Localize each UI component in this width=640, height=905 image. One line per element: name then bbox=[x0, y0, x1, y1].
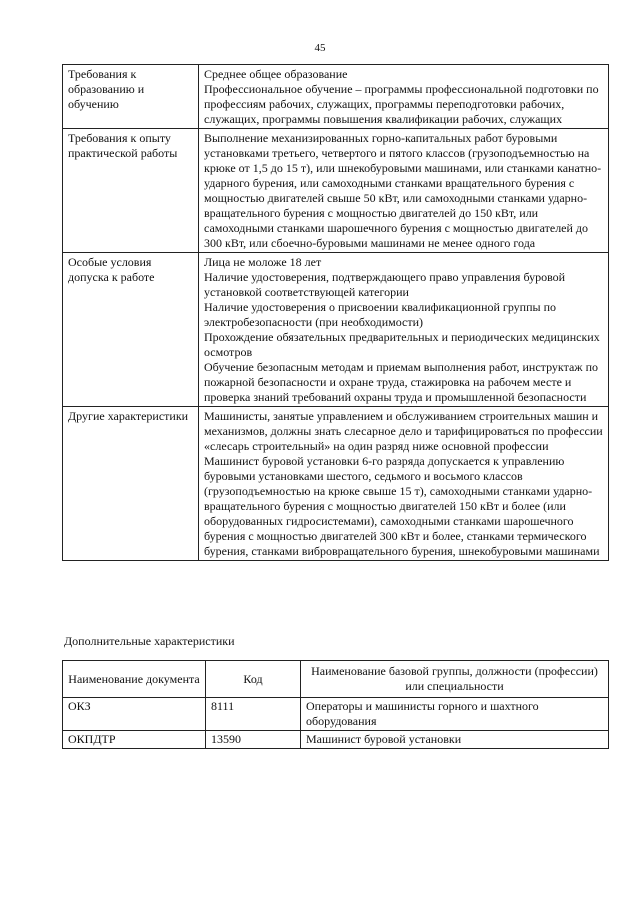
column-header: Код bbox=[206, 661, 301, 698]
content-line: Машинист буровой установки 6-го разряда допускается к управлению буровыми установками шестого, седьмого и восьмого классов (грузоподъемностью на крюке свыше 15 т), самоходными станками ударно-вращательного бурения с мощностью двигателей 150 кВт и более (или оборудованных гидросистемами), самоходными станками шарошечного бурения с мощностью двигателей 300 кВт и более, станками термического бурения, станками вибровращательного бурения, шнекобуровыми машинами bbox=[204, 454, 600, 558]
content-line: Наличие удостоверения о присвоении квалификационной группы по электробезопасности (при необходимости) bbox=[204, 300, 557, 329]
row-label: Другие характеристики bbox=[63, 407, 199, 561]
table-row bbox=[63, 65, 609, 129]
requirements-table bbox=[62, 64, 609, 561]
content-line: Среднее общее образование bbox=[204, 67, 348, 81]
row-content bbox=[199, 407, 609, 561]
content-line: Профессиональное обучение – программы профессиональной подготовки по профессиям рабочих, служащих, программы переподготовки рабочих, служащих, программы повышения квалификации рабочих, служащих bbox=[204, 82, 599, 126]
content-line: Обучение безопасным методам и приемам выполнения работ, инструктаж по пожарной безопасности и охране труда, стажировка на рабочем месте и проверка знаний требований охраны труда и промышленной безопасности bbox=[204, 360, 599, 404]
row-label: Особые условия допуска к работе bbox=[63, 253, 199, 407]
row-content bbox=[199, 129, 609, 253]
extra-characteristics-table bbox=[62, 660, 609, 749]
row-label: Требования к опыту практической работы bbox=[63, 129, 199, 253]
table-row bbox=[63, 731, 609, 749]
table-cell: Операторы и машинисты горного и шахтного оборудования bbox=[301, 698, 609, 731]
content-line: Машинисты, занятые управлением и обслуживанием строительных машин и механизмов, должны знать слесарное дело и тарифицироваться по профессии «слесарь строительный» на один разряд ниже основной профессии bbox=[204, 409, 603, 453]
section-title: Дополнительные характеристики bbox=[64, 634, 235, 648]
table-row bbox=[63, 129, 609, 253]
row-label: Требования к образованию и обучению bbox=[63, 65, 199, 129]
table-row bbox=[63, 407, 609, 561]
column-header: Наименование базовой группы, должности (профессии) или специальности bbox=[301, 661, 609, 698]
table-cell: ОКЗ bbox=[63, 698, 206, 731]
row-content bbox=[199, 253, 609, 407]
content-line: Наличие удостоверения, подтверждающего право управления буровой установкой соответствующей категории bbox=[204, 270, 566, 299]
table-cell: 8111 bbox=[206, 698, 301, 731]
content-line: Лица не моложе 18 лет bbox=[204, 255, 322, 269]
column-header: Наименование документа bbox=[63, 661, 206, 698]
row-content bbox=[199, 65, 609, 129]
content-line: Выполнение механизированных горно-капитальных работ буровыми установками третьего, четвертого и пятого классов (грузоподъемностью на крюке от 1,5 до 15 т), или шнекобуровыми машинами, или станками канатно-ударного бурения, или самоходными станками вращательного бурения с мощностью двигателей свыше 50 кВт, или самоходными станками ударно-вращательного бурения с мощностью двигателей до 150 кВт, или самоходными станками шарошечного бурения с мощностью двигателей до 300 кВт, или сбоечно-буровыми машинами не менее одного года bbox=[204, 131, 602, 250]
page-number: 45 bbox=[314, 42, 326, 54]
table-row bbox=[63, 698, 609, 731]
table-header-row bbox=[63, 661, 609, 698]
table-cell: ОКПДТР bbox=[63, 731, 206, 749]
content-line: Прохождение обязательных предварительных и периодических медицинских осмотров bbox=[204, 330, 600, 359]
table-cell: Машинист буровой установки bbox=[301, 731, 609, 749]
table-row bbox=[63, 253, 609, 407]
table-cell: 13590 bbox=[206, 731, 301, 749]
